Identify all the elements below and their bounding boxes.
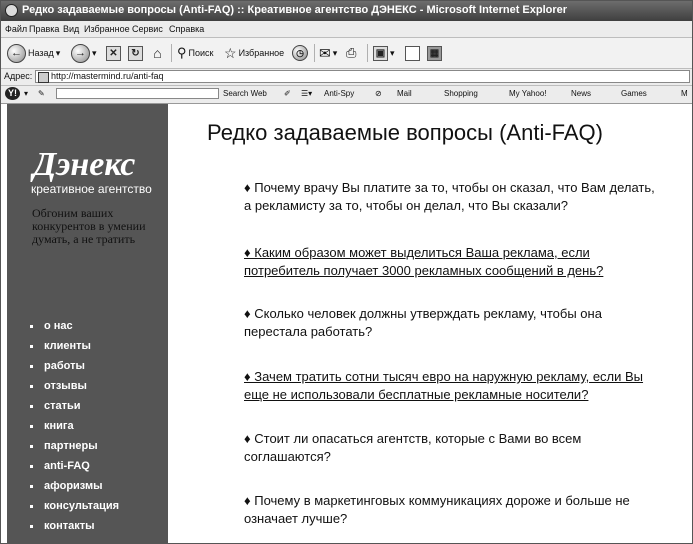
edit-icon: ▣ [373,46,388,61]
pencil-icon[interactable]: ✎ [38,89,45,98]
bullet-icon [30,345,33,348]
bullet-icon [30,365,33,368]
highlight-icon[interactable]: ✐ [284,89,291,98]
toolbar-separator [171,44,172,62]
bookmarks-icon[interactable]: ☰▾ [301,89,313,98]
nav-item-consultation[interactable] [30,496,119,516]
window-title: Редко задаваемые вопросы (Anti-FAQ) :: Креативное агентство ДЭНЕКС - Microsoft Internet Explorer [22,4,568,16]
menu-view[interactable]: Вид [63,24,80,34]
more-link[interactable]: M [681,89,688,98]
menu-tools[interactable]: Сервис [132,24,163,34]
bullet-icon [30,505,33,508]
bullet-icon [30,445,33,448]
search-button[interactable] [177,43,213,63]
nav-item-anti-faq[interactable] [30,456,119,476]
sidebar-nav [30,316,119,536]
sidebar [7,104,168,544]
discuss-icon [405,46,420,61]
nav-item-clients[interactable] [30,336,119,356]
question-link[interactable]: ♦ Зачем тратить сотни тысяч евро на наружную рекламу, если Вы еще не использовали бесплатные рекламные носители? [244,369,644,402]
toolbar-separator [367,44,368,62]
nav-item-label: консультация [44,500,120,512]
site-logo[interactable]: Дэнекс [33,146,136,183]
nav-item-label: партнеры [44,440,98,452]
messenger-icon: ▦ [427,46,442,61]
edit-button[interactable] [373,43,395,63]
bullet-icon [30,405,33,408]
nav-item-aphorisms[interactable] [30,476,119,496]
bullet-icon [30,485,33,488]
back-dropdown-icon: ▾ [55,47,61,58]
favorites-star-icon: ☆ [224,44,237,61]
nav-item-contacts[interactable] [30,516,119,536]
bullet-icon [30,325,33,328]
nav-item-label: афоризмы [44,480,103,492]
question-item: ♦ Почему врачу Вы платите за то, чтобы он сказал, что Вам делать, а рекламисту за то, чтобы он делал, что Вы сказали? [244,180,655,213]
address-bar [1,69,693,86]
address-input[interactable] [35,70,690,83]
bullet-icon [30,465,33,468]
nav-item-book[interactable] [30,416,119,436]
forward-arrow-icon: → [71,44,90,63]
question-item: ♦ Сколько человек должны утверждать рекламу, чтобы она перестала работать? [244,306,602,339]
yahoo-toolbar [1,86,693,104]
back-arrow-icon: ← [7,44,26,63]
print-icon: ⎙ [346,45,357,60]
nav-item-label: работы [44,360,85,372]
menu-bar [1,21,693,38]
yahoo-search-input[interactable] [56,88,219,99]
home-button[interactable] [150,43,165,63]
nav-item-works[interactable] [30,356,119,376]
stop-icon: ✕ [106,46,121,61]
address-url: http://mastermind.ru/anti-faq [51,71,164,81]
mail-dropdown-icon: ▾ [332,47,338,58]
nav-item-reviews[interactable] [30,376,119,396]
nav-item-partners[interactable] [30,436,119,456]
toolbar-separator [314,44,315,62]
question-item: ♦ Стоит ли опасаться агентств, которые с Вами во всем соглашаются? [244,431,582,464]
question-item: ♦ Почему в маркетинговых коммуникациях дороже и больше не означает лучше? [244,493,630,526]
mail-button[interactable] [319,43,337,63]
messenger-button[interactable] [427,43,442,63]
popup-blocker-icon[interactable]: ⊘ [375,89,382,98]
edit-dropdown-icon: ▾ [390,47,395,58]
bullet-icon [30,385,33,388]
address-label: Адрес: [4,71,33,81]
site-slogan: Обгоним ваших конкурентов в умении думать, а не тратить [32,206,146,246]
games-link[interactable]: Games [621,89,647,98]
ie-logo-icon [5,4,18,17]
site-subtitle: креативное агентство [31,182,152,196]
shopping-link[interactable]: Shopping [444,89,478,98]
menu-file[interactable]: Файл [5,24,28,34]
menu-edit[interactable]: Правка [29,24,60,34]
refresh-icon: ↻ [128,46,143,61]
title-bar [1,1,693,21]
nav-item-about[interactable] [30,316,119,336]
nav-item-label: статьи [44,400,81,412]
nav-item-label: клиенты [44,340,91,352]
nav-item-articles[interactable] [30,396,119,416]
question-link[interactable]: ♦ Каким образом может выделиться Ваша реклама, если потребитель получает 3000 рекламных сообщений в день? [244,245,604,278]
nav-item-label: книга [44,420,74,432]
nav-item-label: контакты [44,520,95,532]
print-button[interactable] [346,43,356,63]
favorites-button[interactable] [224,43,284,63]
page-icon [38,72,49,83]
yahoo-dropdown-icon[interactable]: ▾ [24,89,29,98]
news-link[interactable]: News [571,89,592,98]
page-content [1,104,693,544]
my-yahoo-link[interactable]: My Yahoo! [509,89,547,98]
favorites-label: Избранное [238,48,285,58]
stop-button[interactable] [106,43,121,63]
menu-help[interactable]: Справка [169,24,205,34]
mail-link[interactable]: Mail [397,89,412,98]
bullet-icon [30,425,33,428]
back-button[interactable] [7,43,60,63]
search-icon: ⚲ [177,45,187,60]
forward-button[interactable] [71,43,97,63]
menu-favorites[interactable]: Избранное [84,24,130,34]
standard-toolbar [1,38,693,69]
forward-dropdown-icon: ▾ [92,47,97,58]
antispy-button[interactable]: Anti-Spy [324,89,355,98]
history-icon: ◷ [292,45,308,61]
search-web-button[interactable]: Search Web [223,89,267,98]
discuss-button[interactable] [405,43,420,63]
page-title: Редко задаваемые вопросы (Anti-FAQ) [207,120,603,145]
home-icon: ⌂ [153,45,162,61]
bullet-icon [30,525,33,528]
mail-icon: ✉ [319,44,331,61]
yahoo-logo-icon[interactable]: Y! [5,87,20,100]
history-button[interactable] [292,43,308,63]
back-label: Назад [28,48,54,58]
search-label: Поиск [188,48,214,58]
nav-item-label: о нас [44,320,73,332]
refresh-button[interactable] [128,43,143,63]
nav-item-label: отзывы [44,380,87,392]
nav-item-label: anti-FAQ [44,460,90,472]
